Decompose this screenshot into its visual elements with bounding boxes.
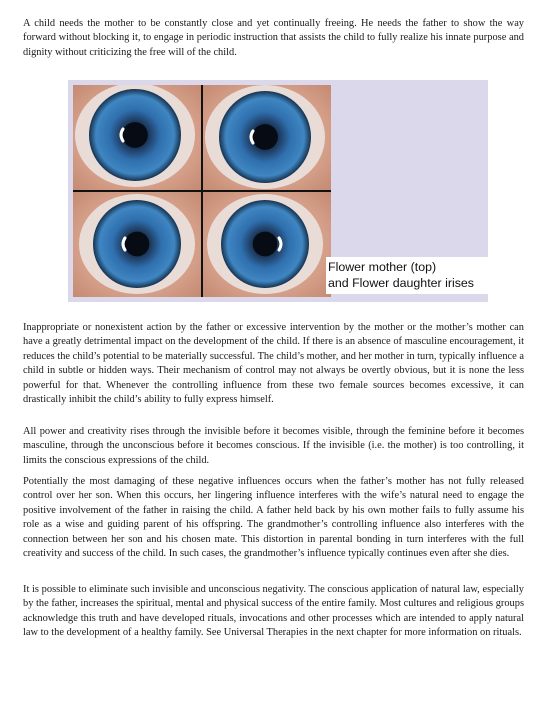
paragraph-power-creativity: All power and creativity rises through the invisible before it becomes visible, through the feminine before it becomes masculine, through the unconscious before it becomes conscious. If the invisible (i.e. the mother) is too controlling, it limits the conscious expressions of the child.: [23, 426, 524, 466]
mother-right-iris-image: [203, 85, 331, 190]
caption-line-2: and Flower daughter irises: [328, 276, 475, 290]
paragraph-intro: A child needs the mother to be constantly close and yet continually freeing. He needs the father to show the way forward without blocking it, to engage in periodic instruction that assists the child to fully realize his innate purpose and dignity without criticizing the free will of the child.: [23, 18, 524, 58]
iris-photo-grid: [73, 85, 331, 297]
paragraph-father-mother-influence: Inappropriate or nonexistent action by the father or excessive intervention by the mother or the mother’s mother can have a greatly detrimental impact on the development of the child. If there is an absence of masculine encouragement, it reduces the child’s potential to be materially successful. The child’s mother, and her mother in turn, typically influence a child in subtle or hidden ways. Their mechanism of control may not always be overtly obvious, but it is none the less powerful for that. Whenever the controlling influence from these two female sources becomes excessive, it can drastically inhibit the child’s ability to fully express himself.: [23, 322, 524, 406]
caption-line-1: Flower mother (top): [328, 260, 437, 274]
mother-left-iris-image: [73, 85, 201, 190]
figure-caption: [326, 257, 490, 294]
iris-figure: [68, 80, 488, 302]
paragraph-grandmother-influence: Potentially the most damaging of these negative influences occurs when the father’s mother has not fully released control over her son. When this occurs, her lingering influence interferes with the wife’s natural need to engage the positive involvement of the father in raising the child. A father held back by his own mother fails to fully assume his role as a wise and guiding parent of his offspring. The grandmother’s controlling influence also interferes with the connection between her son and his chosen mate. This distortion in parental bonding in turn interferes with the full creativity and success of the child. In such cases, the grandmother’s influence typically continues even after she dies.: [23, 476, 524, 560]
paragraph-eliminate-negativity: It is possible to eliminate such invisible and unconscious negativity. The conscious application of natural law, especially by the father, increases the spiritual, mental and physical success of the entire family. Most cultures and religious groups acknowledge this truth and have developed rituals, invocations and other processes which are intended to apply natural law to the development of a healthy family. See Universal Therapies in the next chapter for more information on rituals.: [23, 584, 524, 639]
daughter-right-iris-image: [203, 192, 331, 297]
daughter-left-iris-image: [73, 192, 201, 297]
